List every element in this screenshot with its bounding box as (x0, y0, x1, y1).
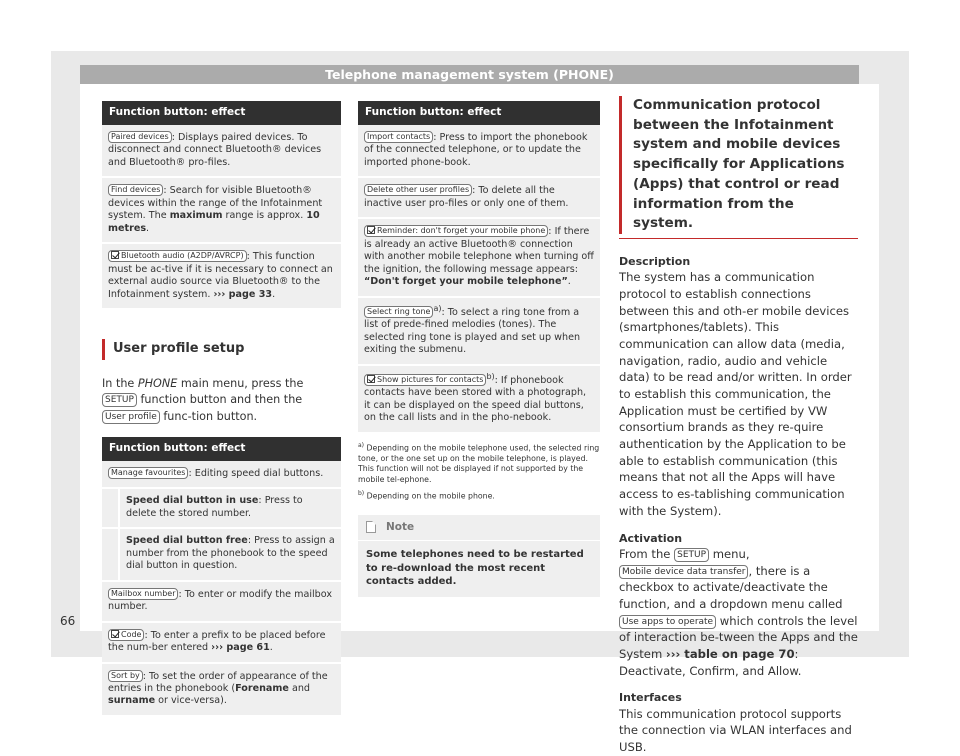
sort-by-button[interactable]: Sort by (108, 670, 143, 682)
use-apps-to-operate-button[interactable]: Use apps to operate (619, 615, 716, 629)
subheading-interfaces: Interfaces (619, 691, 682, 705)
subheading-description: Description (619, 254, 691, 268)
intro-paragraph: In the PHONE main menu, press the SETUP function button and then the User profile func-tion button. (102, 377, 304, 423)
show-pictures-for-contacts-button[interactable]: Show pictures for contacts (364, 374, 486, 386)
select-ring-tone-button[interactable]: Select ring tone (364, 306, 433, 318)
footnote: $^{b)}$ Depending on the mobile phone. (358, 490, 495, 502)
footnote: $^{a)}$ Depending on the mobile telephone used, the selected ring tone, or the one set up on the mobile telephone, is played. This function will not be displayed if not supported by the mobile tel-ephone. (358, 441, 600, 484)
code-button[interactable]: Code (108, 629, 144, 641)
table-row: Show pictures for contacts $^{b)}$: If phonebook contacts have been stored with a photograph, it can be displayed on the speed dial buttons, on the call lists and in the pho-nebook. (358, 366, 600, 434)
subheading-activation: Activation (619, 531, 683, 545)
interfaces-text: This communication protocol supports the connection via WLAN interfaces and USB. (619, 706, 852, 754)
delete-other-user-profiles-button[interactable]: Delete other user profiles (364, 184, 472, 196)
table-subrow: Speed dial button in use: Press to delete the stored number. (102, 489, 341, 529)
user-profile-button[interactable]: User profile (102, 410, 160, 424)
page-link[interactable]: ››› page 61 (211, 642, 270, 654)
left-column (102, 101, 341, 717)
table-heading: Function button: effect (102, 101, 341, 125)
table-row: Bluetooth audio (A2DP/AVRCP) : This function must be ac-tive if it is necessary to connect an external audio source via Bluetooth® to the Infotainment system. ››› page 33. (102, 244, 341, 310)
checkbox-icon (367, 375, 375, 383)
checkbox-icon (367, 226, 375, 234)
description-text: The system has a communication protocol to establish connections between this and oth-er mobile devices (smartphones/tablets). This communication can allow data (media, navigation, radio, audio and vehicle data) to be read and/or written. In order to establish this communication, the Application must be certified by VW consortium brands as they re-quire authentication by the Application to be able to establish communication (this means that not all the Apps will have access to es-tablishing communication with the System). (619, 270, 852, 518)
checkbox-icon (111, 630, 119, 638)
middle-column (358, 101, 600, 597)
setup-button[interactable]: SETUP (102, 393, 137, 407)
table-row: Mailbox number : To enter or modify the mailbox number. (102, 582, 341, 623)
activation-text: From the SETUP menu, Mobile device data transfer , there is a checkbox to activate/deactivate the function, and a dropdown menu called Use apps to operate which controls the level of interaction be-tween the Apps and the System ››› table on page 70: Deactivate, Confirm, and Allow. (619, 546, 858, 678)
checkbox-icon (111, 251, 119, 259)
table-row: Select ring tone $^{a)}$: To select a ring tone from a list of prede-fined melodies (tones). The selected ring tone is played and set up when exiting the submenu. (358, 298, 600, 366)
setup-button[interactable]: SETUP (674, 548, 709, 562)
section-title: Communication protocol between the Infotainment system and mobile devices specifically for Applications (Apps) that control or read information from the system. (619, 96, 858, 234)
manage-favourites-button[interactable]: Manage favourites (108, 467, 188, 479)
table-row: Import contacts : Press to import the phonebook of the connected telephone, or to update the imported phone-book. (358, 125, 600, 178)
import-contacts-button[interactable]: Import contacts (364, 131, 433, 143)
table-subrow: Speed dial button free: Press to assign a number from the phonebook to the speed dial button in question. (102, 529, 341, 581)
note-icon (366, 521, 376, 533)
reminder-mobile-phone-button[interactable]: Reminder: don't forget your mobile phone (364, 225, 548, 237)
page-number: 66 (60, 614, 76, 628)
page-header: Telephone management system (PHONE) (80, 65, 859, 84)
table-row: Paired devices : Displays paired devices. To disconnect and connect Bluetooth® devices and Bluetooth® pro-files. (102, 125, 341, 178)
table-row: Reminder: don't forget your mobile phone : If there is already an active Bluetooth® connection with another mobile telephone when turning off the ignition, the following message appears: “Don't forget your mobile telephone”. (358, 219, 600, 297)
table-heading: Function button: effect (102, 437, 341, 461)
bluetooth-audio-button[interactable]: Bluetooth audio (A2DP/AVRCP) (108, 250, 247, 262)
table-row: Manage favourites : Editing speed dial buttons. (102, 461, 341, 489)
right-column (619, 96, 858, 756)
section-title: User profile setup (102, 339, 341, 360)
table-row: Sort by : To set the order of appearance of the entries in the phonebook (Forename and surname or vice-versa). (102, 664, 341, 717)
paired-devices-button[interactable]: Paired devices (108, 131, 172, 143)
table-row: Delete other user profiles : To delete all the inactive user pro-files or only one of them. (358, 178, 600, 219)
find-devices-button[interactable]: Find devices (108, 184, 163, 196)
page-link[interactable]: ››› page 33 (213, 288, 273, 300)
table-row: Code : To enter a prefix to be placed before the num-ber entered ››› page 61. (102, 623, 341, 664)
note-box: Note Some telephones need to be restarted to re-download the most recent contacts added. (358, 515, 600, 597)
page-link[interactable]: ››› table on page 70 (665, 646, 795, 661)
mobile-device-data-transfer-button[interactable]: Mobile device data transfer (619, 565, 748, 579)
table-row: Find devices : Search for visible Bluetooth® devices within the range of the Infotainment system. The maximum range is approx. 10 metres. (102, 178, 341, 244)
mailbox-number-button[interactable]: Mailbox number (108, 588, 178, 600)
table-heading: Function button: effect (358, 101, 600, 125)
